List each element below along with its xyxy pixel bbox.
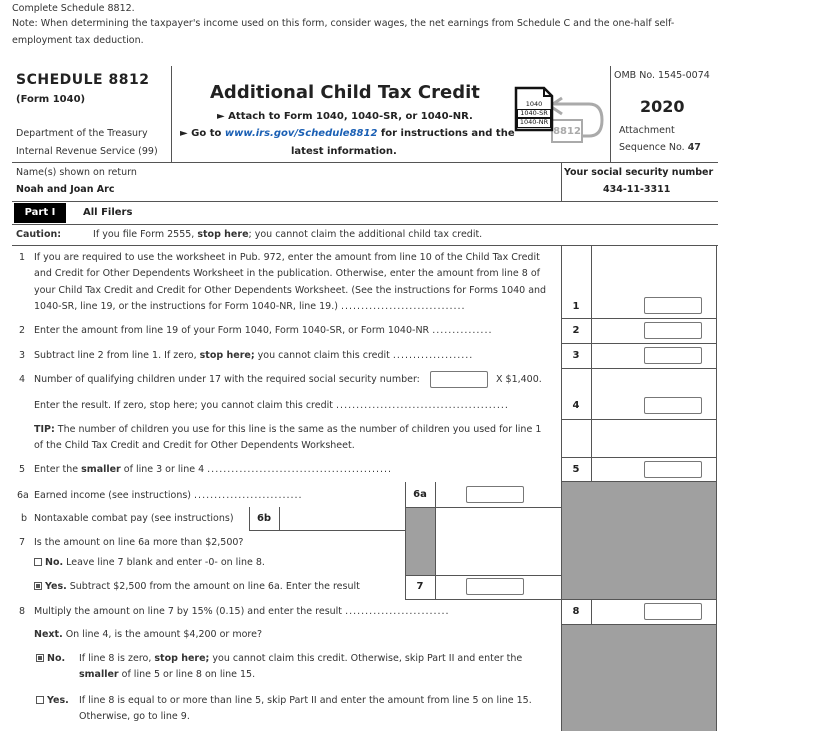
line-7-input[interactable]	[466, 578, 524, 595]
goto-note-cont: latest information.	[291, 146, 397, 157]
next-question: Next. On line 4, is the amount $4,200 or more?	[34, 629, 263, 640]
irs-link[interactable]: www.irs.gov/Schedule8812	[224, 128, 378, 139]
names-label: Name(s) shown on return	[16, 167, 137, 178]
line-4-box-label: 4	[572, 400, 580, 411]
line-1-text: If you are required to use the worksheet in Pub. 972, enter the amount from line 10 of the Child Tax Credit	[34, 252, 540, 263]
line-2-box-label: 2	[572, 325, 580, 336]
line-4-text: Number of qualifying children under 17 with the required social security number:	[34, 374, 420, 385]
line-8-input[interactable]	[644, 603, 702, 620]
form-logo-icon	[514, 86, 608, 156]
tax-year: 2020	[640, 97, 685, 116]
checkbox-icon[interactable]	[36, 696, 44, 704]
sequence-number: Sequence No. 47	[619, 142, 701, 153]
logo-line-1040sr: 1040-SR	[517, 109, 551, 119]
line-6b-text: Nontaxable combat pay (see instructions)	[34, 513, 234, 524]
shaded-area	[562, 482, 716, 599]
instruction-note: Note: When determining the taxpayer's income used on this form, consider wages, the net earnings from Schedule C and the one-half self-	[12, 18, 675, 29]
line-4-input[interactable]	[644, 397, 702, 414]
line-4-number: 4	[19, 374, 26, 385]
next-yes-text-cont: Otherwise, go to line 9.	[79, 711, 190, 722]
instruction-note-cont: employment tax deduction.	[12, 35, 144, 46]
line-6a-box-label: 6a	[413, 489, 427, 500]
next-yes-option[interactable]: Yes.	[36, 693, 69, 710]
shaded-area	[406, 507, 435, 575]
tip-text: TIP: The number of children you use for this line is the same as the number of children you used for line 1	[34, 424, 542, 435]
line-5-text: Enter the smaller of line 3 or line 4 ..............................................	[34, 464, 393, 475]
part-tag: Part I	[14, 203, 66, 223]
caution: Caution: If you file Form 2555, stop here; you cannot claim the additional child tax credit.	[16, 229, 483, 240]
line-1-input[interactable]	[644, 297, 702, 314]
goto-note: ► Go to www.irs.gov/Schedule8812 for instructions and the	[180, 128, 515, 139]
ssn-label: Your social security number	[564, 167, 714, 178]
line-1-text: 1040-SR, line 19, or the instructions for Form 1040-NR, line 19.) ...............................	[34, 301, 466, 312]
line-3-text: Subtract line 2 from line 1. If zero, stop here; you cannot claim this credit ....................	[34, 350, 474, 361]
qualifying-children-input[interactable]	[430, 371, 488, 388]
attach-note: ► Attach to Form 1040, 1040-SR, or 1040-NR.	[217, 111, 473, 122]
line-1-text: your Child Tax Credit and Credit for Other Dependents Worksheet. (See the instructions for Forms 1040 and	[34, 285, 547, 296]
tip-text-cont: of the Child Tax Credit and Credit for Other Dependents Worksheet.	[34, 440, 355, 451]
line-2-input[interactable]	[644, 322, 702, 339]
line-3-box-label: 3	[572, 350, 580, 361]
line-6a-number: 6a	[17, 490, 29, 501]
line-2-number: 2	[19, 325, 26, 336]
ssn-value: 434-11-3311	[603, 184, 671, 195]
logo-line-1040nr: 1040-NR	[517, 118, 551, 128]
line-4-multiplier: X $1,400.	[496, 374, 542, 385]
line-1-box-label: 1	[572, 301, 580, 312]
line-7-no-option[interactable]: No. Leave line 7 blank and enter -0- on line 8.	[34, 555, 265, 572]
line-8-box-label: 8	[572, 606, 580, 617]
line-5-input[interactable]	[644, 461, 702, 478]
form-ref: (Form 1040)	[16, 94, 86, 105]
next-no-text-cont: smaller of line 5 or line 8 on line 15.	[79, 669, 256, 680]
taxpayer-names: Noah and Joan Arc	[16, 184, 115, 195]
instruction-line: Complete Schedule 8812.	[12, 3, 135, 14]
next-yes-text: If line 8 is equal to or more than line 5, skip Part II and enter the amount from line 5 on line 15.	[79, 695, 532, 706]
department: Department of the Treasury	[16, 128, 148, 139]
line-3-number: 3	[19, 350, 26, 361]
omb-number: OMB No. 1545-0074	[614, 70, 710, 81]
line-2-text: Enter the amount from line 19 of your Form 1040, Form 1040-SR, or Form 1040-NR ...............	[34, 325, 493, 336]
line-1-number: 1	[19, 252, 26, 263]
line-1-text: and Credit for Other Dependents Worksheet in the publication. Otherwise, enter the amount from line 8 of	[34, 268, 540, 279]
line-6b-input[interactable]	[280, 508, 405, 530]
attachment-label: Attachment	[619, 125, 675, 136]
line-6b-box-label: 6b	[256, 513, 272, 524]
line-5-box-label: 5	[572, 464, 580, 475]
line-3-input[interactable]	[644, 347, 702, 364]
logo-line-1040: 1040	[525, 100, 543, 108]
line-6a-text: Earned income (see instructions) ...........................	[34, 490, 303, 501]
line-5-number: 5	[19, 464, 26, 475]
line-8-text: Multiply the amount on line 7 by 15% (0.15) and enter the result ..........................	[34, 606, 450, 617]
line-7-box-label: 7	[416, 581, 424, 592]
checkbox-checked-icon[interactable]	[36, 654, 44, 662]
irs-label: Internal Revenue Service (99)	[16, 146, 158, 157]
next-no-text: If line 8 is zero, stop here; you cannot claim this credit. Otherwise, skip Part II and enter the	[79, 653, 523, 664]
checkbox-icon[interactable]	[34, 558, 42, 566]
line-4-result-text: Enter the result. If zero, stop here; you cannot claim this credit ...........................................	[34, 400, 509, 411]
shaded-area	[562, 625, 716, 731]
line-6b-number: b	[21, 513, 28, 524]
form-title: Additional Child Tax Credit	[210, 82, 480, 103]
line-7-number: 7	[19, 537, 26, 548]
line-7-yes-option[interactable]: Yes. Subtract $2,500 from the amount on line 6a. Enter the result	[34, 579, 360, 596]
checkbox-checked-icon[interactable]	[34, 582, 42, 590]
part-title: All Filers	[83, 207, 133, 218]
schedule-title: SCHEDULE 8812	[16, 72, 150, 88]
logo-badge: 8812	[553, 126, 581, 137]
line-8-number: 8	[19, 606, 26, 617]
line-7-question: Is the amount on line 6a more than $2,500?	[34, 537, 244, 548]
next-no-option[interactable]: No.	[36, 651, 65, 668]
line-6a-input[interactable]	[466, 486, 524, 503]
